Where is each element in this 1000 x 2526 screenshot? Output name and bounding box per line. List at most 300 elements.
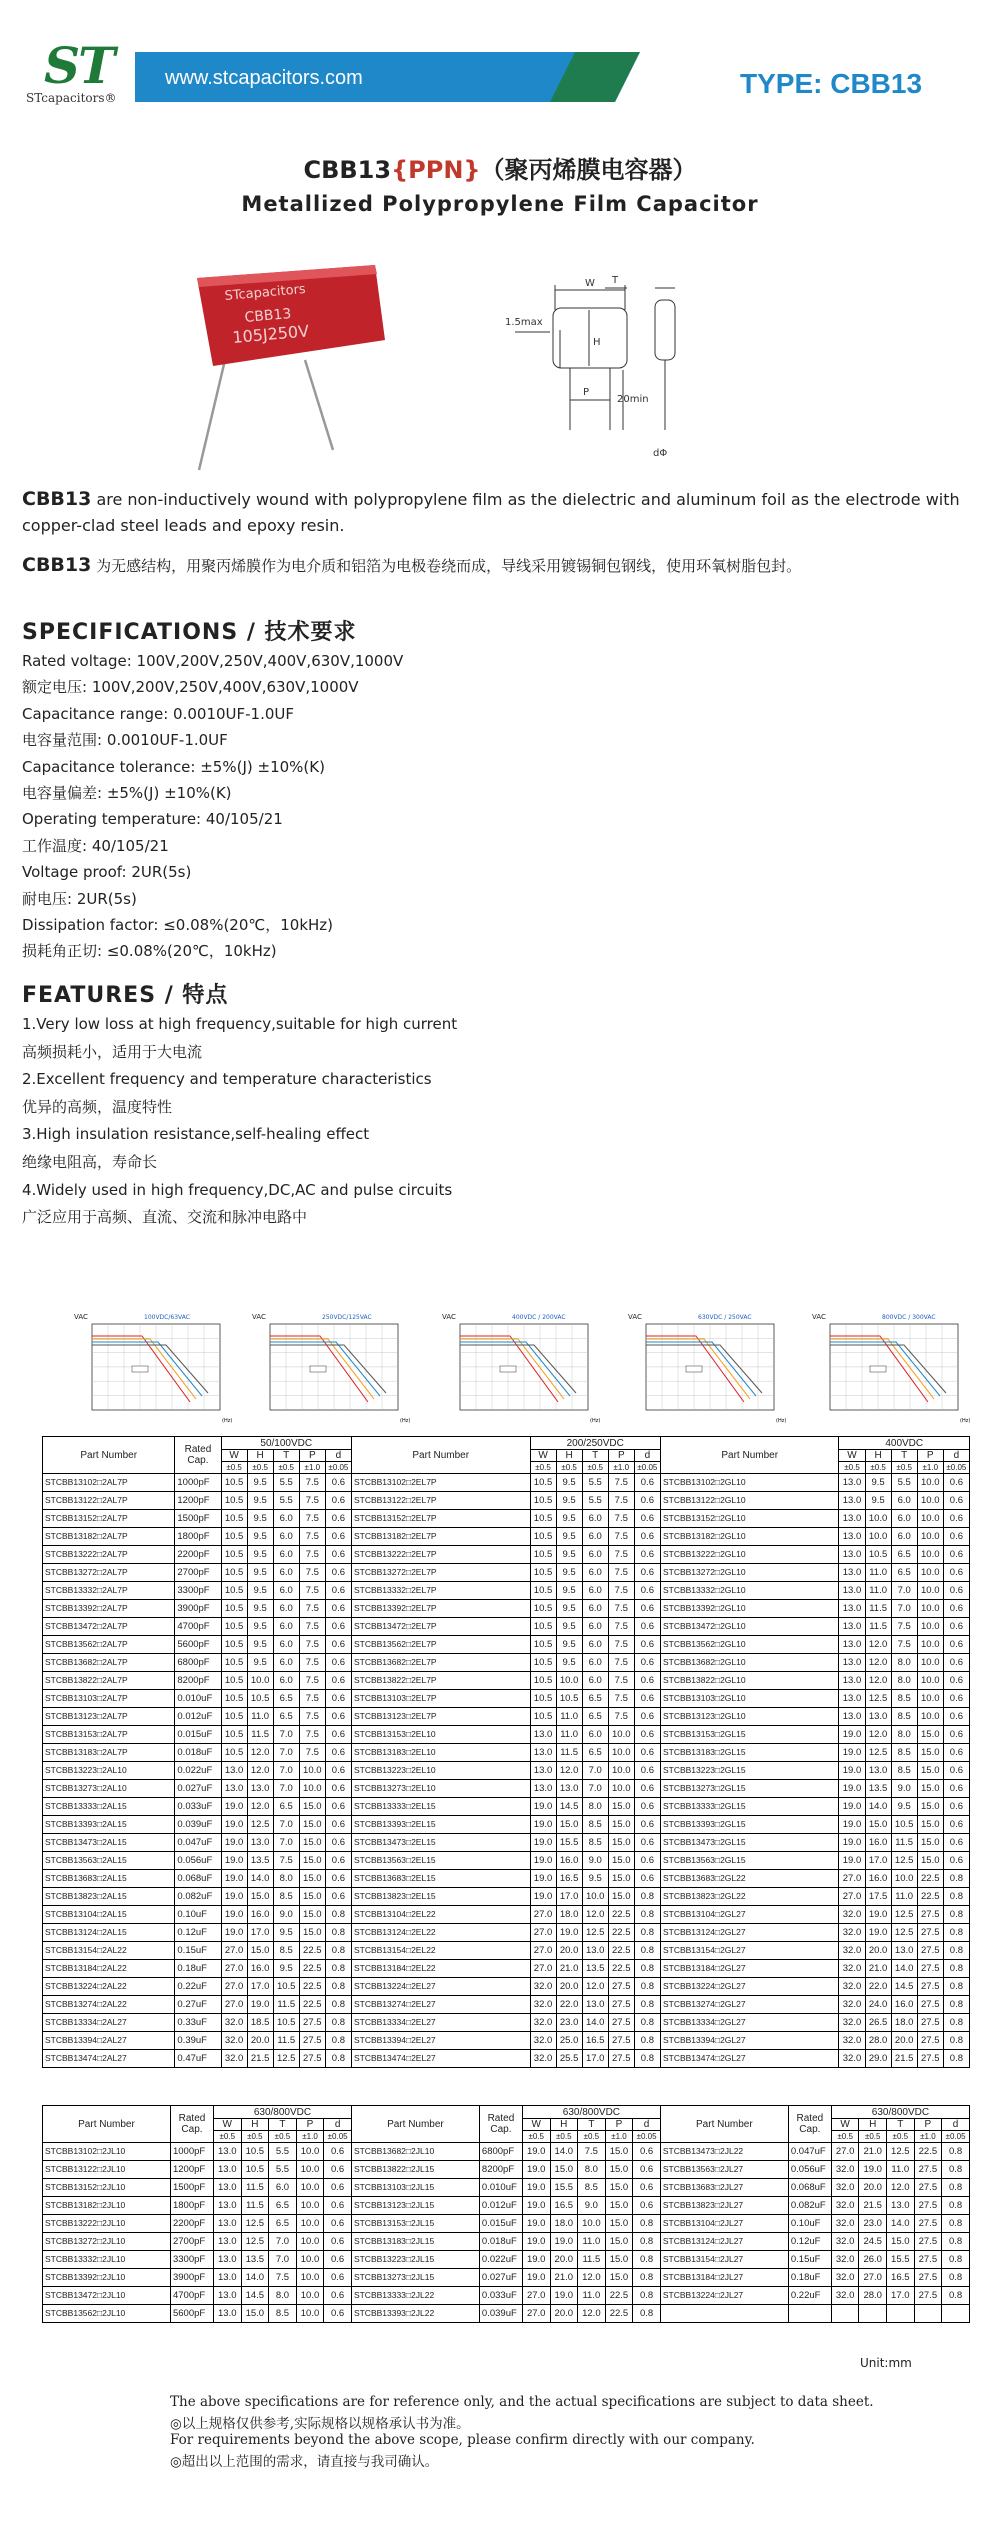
dimension-cell: 10.0 xyxy=(296,2251,324,2269)
table-row xyxy=(43,1564,970,1582)
part-number-cell: STCBB13154□2JL27 xyxy=(660,2251,788,2269)
part-number-cell: STCBB13124□2GL27 xyxy=(660,1924,839,1942)
dimension-cell: 12.0 xyxy=(247,1762,273,1780)
dimension-cell: 27.5 xyxy=(608,1978,634,1996)
dimension-cell: 22.0 xyxy=(556,1996,582,2014)
part-number-cell: STCBB13153□2EL10 xyxy=(351,1726,530,1744)
dim-h: H xyxy=(593,337,601,348)
dimension-cell: 13.0 xyxy=(247,1834,273,1852)
dimension-cell: 15.0 xyxy=(299,1798,325,1816)
dimension-cell: 13.0 xyxy=(213,2233,241,2251)
dimension-cell: 27.5 xyxy=(917,1978,943,1996)
dimension-cell: 12.0 xyxy=(865,1654,891,1672)
table-row xyxy=(43,1870,970,1888)
dimension-cell: 0.8 xyxy=(942,2233,970,2251)
dimension-cell: 12.5 xyxy=(865,1690,891,1708)
dimension-cell: 0.8 xyxy=(633,2287,661,2305)
dimension-cell: 6.0 xyxy=(891,1528,917,1546)
dimension-cell: 12.5 xyxy=(241,2233,269,2251)
col-header-rated-cap: Rated Cap. xyxy=(788,2106,831,2143)
dim-header: T xyxy=(578,2119,606,2131)
dimension-cell: 32.0 xyxy=(839,1942,865,1960)
capacitance-cell: 1000pF xyxy=(170,2143,213,2161)
dimension-cell: 11.5 xyxy=(247,1726,273,1744)
dimension-cell: 11.5 xyxy=(241,2179,269,2197)
tolerance-header: ±0.5 xyxy=(887,2131,915,2143)
dimension-cell: 6.5 xyxy=(269,2215,297,2233)
dimension-cell: 19.0 xyxy=(839,1798,865,1816)
part-number-cell: STCBB13474□2EL27 xyxy=(351,2050,530,2068)
dimension-cell: 6.5 xyxy=(891,1564,917,1582)
part-number-cell: STCBB13104□2AL15 xyxy=(43,1906,175,1924)
dimension-cell: 8.0 xyxy=(273,1870,299,1888)
dimension-cell: 6.0 xyxy=(582,1582,608,1600)
part-number-cell: STCBB13183□2GL15 xyxy=(660,1744,839,1762)
capacitance-cell: 0.015uF xyxy=(479,2215,522,2233)
dimension-cell: 10.5 xyxy=(221,1564,247,1582)
part-number-cell: STCBB13472□2AL7P xyxy=(43,1618,175,1636)
col-header-rated-cap: Rated Cap. xyxy=(175,1437,221,1474)
dimension-cell: 7.5 xyxy=(299,1564,325,1582)
dimension-cell: 19.0 xyxy=(839,1744,865,1762)
table-row xyxy=(43,1798,970,1816)
dimension-cell: 22.5 xyxy=(299,1960,325,1978)
dimension-cell: 0.6 xyxy=(634,1474,660,1492)
dimension-cell: 17.0 xyxy=(556,1888,582,1906)
dimension-cell: 13.5 xyxy=(582,1960,608,1978)
capacitance-cell: 2200pF xyxy=(175,1546,221,1564)
dimension-cell: 0.8 xyxy=(325,1906,351,1924)
capacitance-cell: 0.022uF xyxy=(175,1762,221,1780)
dimension-cell: 10.5 xyxy=(273,2014,299,2032)
tolerance-header: ±0.5 xyxy=(891,1462,917,1474)
dimension-cell: 0.6 xyxy=(943,1528,969,1546)
dimension-cell: 0.8 xyxy=(634,1942,660,1960)
dim-header: W xyxy=(530,1450,556,1462)
dimension-cell: 8.5 xyxy=(273,1888,299,1906)
dimension-cell: 12.0 xyxy=(247,1744,273,1762)
vac-chart xyxy=(626,1310,794,1430)
dimension-cell: 6.0 xyxy=(273,1672,299,1690)
dimension-cell: 12.5 xyxy=(891,1924,917,1942)
dimension-cell: 19.0 xyxy=(221,1870,247,1888)
capacitance-cell: 0.10uF xyxy=(175,1906,221,1924)
dimension-cell: 27.0 xyxy=(530,1942,556,1960)
capacitance-cell: 0.22uF xyxy=(788,2287,831,2305)
part-number-cell: STCBB13272□2AL7P xyxy=(43,1564,175,1582)
part-number-cell: STCBB13472□2EL7P xyxy=(351,1618,530,1636)
dimension-cell: 9.0 xyxy=(582,1852,608,1870)
dimension-cell: 10.5 xyxy=(530,1510,556,1528)
part-number-cell: STCBB13103□2GL10 xyxy=(660,1690,839,1708)
dimension-cell: 16.0 xyxy=(891,1996,917,2014)
dimension-cell: 7.5 xyxy=(299,1726,325,1744)
chart-vac-label: VAC xyxy=(74,1313,88,1321)
dimension-cell: 7.0 xyxy=(582,1780,608,1798)
dimension-cell: 0.6 xyxy=(324,2305,352,2323)
part-number-cell: STCBB13822□2AL7P xyxy=(43,1672,175,1690)
part-number-cell: STCBB13123□2GL10 xyxy=(660,1708,839,1726)
col-header-rated-cap: Rated Cap. xyxy=(479,2106,522,2143)
dimension-cell: 27.5 xyxy=(914,2215,942,2233)
dim-t: T xyxy=(612,275,619,286)
dimension-cell: 0.6 xyxy=(943,1744,969,1762)
dimension-cell: 21.5 xyxy=(891,2050,917,2068)
dimension-cell: 15.0 xyxy=(247,1942,273,1960)
capacitance-cell: 3300pF xyxy=(170,2251,213,2269)
dimension-cell: 22.5 xyxy=(914,2143,942,2161)
dimension-cell: 0.6 xyxy=(325,1798,351,1816)
dimension-cell: 9.5 xyxy=(273,1924,299,1942)
dimension-cell: 19.0 xyxy=(221,1924,247,1942)
part-number-cell: STCBB13223□2GL15 xyxy=(660,1762,839,1780)
dimension-cell: 9.5 xyxy=(556,1492,582,1510)
dimension-cell: 10.5 xyxy=(221,1582,247,1600)
specifications-list xyxy=(22,648,403,965)
capacitance-cell: 0.012uF xyxy=(175,1708,221,1726)
dimension-cell: 12.0 xyxy=(247,1798,273,1816)
dimension-cell: 0.6 xyxy=(325,1726,351,1744)
dimension-cell: 12.5 xyxy=(582,1924,608,1942)
vac-chart xyxy=(440,1310,608,1430)
dimension-cell: 0.6 xyxy=(324,2233,352,2251)
dimension-cell: 0.8 xyxy=(634,1960,660,1978)
table-row xyxy=(43,2215,970,2233)
dim-header: H xyxy=(241,2119,269,2131)
table-row xyxy=(43,1942,970,1960)
dimension-cell: 27.0 xyxy=(839,1870,865,1888)
dimension-cell: 32.0 xyxy=(831,2287,859,2305)
dimension-cell: 0.8 xyxy=(942,2161,970,2179)
part-number-cell: STCBB13273□2JL15 xyxy=(351,2269,479,2287)
part-number-cell: STCBB13102□2EL7P xyxy=(351,1474,530,1492)
dim-header: P xyxy=(914,2119,942,2131)
dimension-cell: 0.6 xyxy=(634,1726,660,1744)
dimension-cell: 5.5 xyxy=(582,1474,608,1492)
table-row xyxy=(43,1726,970,1744)
dim-header: T xyxy=(273,1450,299,1462)
dimension-cell: 7.5 xyxy=(608,1654,634,1672)
capacitance-cell: 3300pF xyxy=(175,1582,221,1600)
dimension-cell: 22.5 xyxy=(608,1942,634,1960)
part-number-cell: STCBB13563□2EL15 xyxy=(351,1852,530,1870)
dimension-cell: 27.0 xyxy=(221,1978,247,1996)
dimension-cell: 0.6 xyxy=(943,1636,969,1654)
dimension-cell: 10.0 xyxy=(296,2287,324,2305)
spec-line: Dissipation factor: ≤0.08%(20℃，10kHz) xyxy=(22,915,334,934)
dim-header: P xyxy=(608,1450,634,1462)
part-number-cell: STCBB13102□2GL10 xyxy=(660,1474,839,1492)
dimension-cell: 0.6 xyxy=(634,1528,660,1546)
dimension-cell: 8.0 xyxy=(269,2287,297,2305)
dimension-cell: 0.6 xyxy=(943,1600,969,1618)
capacitance-cell: 0.047uF xyxy=(788,2143,831,2161)
dimension-cell: 5.5 xyxy=(273,1492,299,1510)
dimension-cell: 19.0 xyxy=(221,1834,247,1852)
dimension-cell: 15.0 xyxy=(605,2269,633,2287)
dimension-cell: 0.6 xyxy=(325,1834,351,1852)
part-number-cell: STCBB13184□2GL27 xyxy=(660,1960,839,1978)
dimension-cell: 15.0 xyxy=(299,1924,325,1942)
dimension-cell: 9.5 xyxy=(556,1546,582,1564)
dimension-cell: 13.0 xyxy=(891,1942,917,1960)
part-number-cell: STCBB13822□2EL7P xyxy=(351,1672,530,1690)
dimension-cell: 6.5 xyxy=(273,1690,299,1708)
dimension-cell: 13.0 xyxy=(213,2179,241,2197)
dimension-cell: 0.6 xyxy=(634,1546,660,1564)
part-number-cell: STCBB13122□2GL10 xyxy=(660,1492,839,1510)
dimension-cell: 19.0 xyxy=(522,2179,550,2197)
part-number-cell: STCBB13154□2EL22 xyxy=(351,1942,530,1960)
dimension-cell: 17.0 xyxy=(582,2050,608,2068)
dimension-cell: 7.5 xyxy=(608,1510,634,1528)
dimension-cell: 0.6 xyxy=(325,1708,351,1726)
dimension-cell: 0.8 xyxy=(325,2032,351,2050)
dim-min: 20min xyxy=(617,394,649,405)
dimension-cell: 7.0 xyxy=(273,1762,299,1780)
capacitance-cell: 1200pF xyxy=(170,2161,213,2179)
dimension-cell: 21.0 xyxy=(550,2269,578,2287)
dimension-cell: 10.5 xyxy=(221,1672,247,1690)
dimension-cell: 16.5 xyxy=(556,1870,582,1888)
dimension-cell: 27.5 xyxy=(914,2179,942,2197)
dimension-cell: 12.0 xyxy=(578,2269,606,2287)
dimension-cell: 7.5 xyxy=(578,2143,606,2161)
table-row xyxy=(43,1672,970,1690)
dimension-cell: 10.0 xyxy=(891,1870,917,1888)
dimension-cell: 17.0 xyxy=(247,1978,273,1996)
dimension-cell: 11.0 xyxy=(556,1708,582,1726)
dimension-cell: 15.0 xyxy=(605,2251,633,2269)
part-number-cell: STCBB13334□2AL27 xyxy=(43,2014,175,2032)
capacitance-cell: 1000pF xyxy=(175,1474,221,1492)
logo-subtitle: STcapacitors® xyxy=(26,91,117,105)
part-number-cell: STCBB13393□2EL15 xyxy=(351,1816,530,1834)
part-number-cell: STCBB13122□2EL7P xyxy=(351,1492,530,1510)
website-url[interactable]: www.stcapacitors.com xyxy=(165,67,363,89)
dimension-cell: 16.5 xyxy=(582,2032,608,2050)
dimension-cell: 9.5 xyxy=(247,1564,273,1582)
dimension-cell: 19.0 xyxy=(839,1834,865,1852)
capacitance-cell: 5600pF xyxy=(175,1636,221,1654)
part-number-cell: STCBB13823□2GL22 xyxy=(660,1888,839,1906)
dimension-cell: 13.0 xyxy=(221,1762,247,1780)
dimension-cell: 7.5 xyxy=(299,1492,325,1510)
dim-header: H xyxy=(865,1450,891,1462)
part-number-cell: STCBB13823□2JL27 xyxy=(660,2197,788,2215)
dimension-cell: 19.0 xyxy=(221,1888,247,1906)
dimension-cell: 24.0 xyxy=(865,1996,891,2014)
part-number-cell: STCBB13272□2EL7P xyxy=(351,1564,530,1582)
chart-tag xyxy=(686,1366,702,1372)
dimension-cell: 10.0 xyxy=(917,1492,943,1510)
dimension-cell: 6.0 xyxy=(273,1636,299,1654)
dimension-cell: 6.0 xyxy=(891,1510,917,1528)
part-number-cell: STCBB13103□2AL7P xyxy=(43,1690,175,1708)
dimension-cell: 0.8 xyxy=(942,2197,970,2215)
dimension-cell: 7.5 xyxy=(608,1564,634,1582)
dimension-cell: 0.6 xyxy=(634,1654,660,1672)
capacitance-cell: 0.056uF xyxy=(788,2161,831,2179)
dimension-cell: 0.8 xyxy=(634,1996,660,2014)
part-number-cell: STCBB13334□2EL27 xyxy=(351,2014,530,2032)
spec-line: Voltage proof: 2UR(5s) xyxy=(22,863,192,882)
dimension-cell: 0.6 xyxy=(324,2179,352,2197)
feature-line: 1.Very low loss at high frequency,suitable for high current xyxy=(22,1015,458,1033)
dimension-cell: 0.8 xyxy=(325,1996,351,2014)
dimension-cell: 18.0 xyxy=(550,2215,578,2233)
dimension-cell: 8.5 xyxy=(891,1762,917,1780)
dimension-cell: 13.0 xyxy=(213,2197,241,2215)
dimension-cell: 0.6 xyxy=(325,1582,351,1600)
dimension-cell: 0.8 xyxy=(633,2305,661,2323)
dimension-cell: 0.6 xyxy=(943,1834,969,1852)
dimension-cell: 6.0 xyxy=(582,1654,608,1672)
dimension-cell: 16.0 xyxy=(865,1870,891,1888)
dimension-cell: 8.5 xyxy=(891,1744,917,1762)
dimension-cell: 32.0 xyxy=(530,1978,556,1996)
dimension-cell: 20.0 xyxy=(550,2251,578,2269)
capacitance-cell: 0.10uF xyxy=(788,2215,831,2233)
chart-vac-label: VAC xyxy=(628,1313,642,1321)
dimension-cell: 9.5 xyxy=(247,1636,273,1654)
spec-table-2 xyxy=(42,2105,970,2323)
capacitance-cell: 0.015uF xyxy=(175,1726,221,1744)
dimension-cell: 10.5 xyxy=(221,1690,247,1708)
dimension-cell: 19.0 xyxy=(865,1924,891,1942)
dimension-cell: 22.5 xyxy=(608,1906,634,1924)
dimension-cell: 0.6 xyxy=(943,1762,969,1780)
dimension-cell: 0.8 xyxy=(633,2215,661,2233)
table-row xyxy=(43,1834,970,1852)
dimension-cell: 9.5 xyxy=(891,1798,917,1816)
capacitance-cell: 0.039uF xyxy=(479,2305,522,2323)
dimension-cell: 7.5 xyxy=(299,1618,325,1636)
capacitance-cell: 0.12uF xyxy=(788,2233,831,2251)
dimension-cell: 13.0 xyxy=(839,1672,865,1690)
dimension-cell: 0.6 xyxy=(634,1690,660,1708)
dimension-cell: 5.5 xyxy=(891,1474,917,1492)
dimension-cell: 10.0 xyxy=(556,1672,582,1690)
dimension-cell: 12.0 xyxy=(865,1636,891,1654)
dimension-cell: 27.5 xyxy=(608,2050,634,2068)
capacitance-cell: 4700pF xyxy=(170,2287,213,2305)
dimension-cell: 15.0 xyxy=(608,1870,634,1888)
dimension-cell: 32.0 xyxy=(831,2161,859,2179)
photo-model: CBB13 xyxy=(243,305,292,326)
dimension-cell: 15.0 xyxy=(605,2215,633,2233)
dimension-cell: 19.0 xyxy=(522,2161,550,2179)
dimension-cell: 18.0 xyxy=(891,2014,917,2032)
dimension-cell: 7.5 xyxy=(299,1474,325,1492)
dimension-cell: 27.5 xyxy=(917,1960,943,1978)
capacitance-cell: 0.082uF xyxy=(788,2197,831,2215)
dimension-cell: 0.8 xyxy=(942,2143,970,2161)
dimension-cell: 0.6 xyxy=(325,1780,351,1798)
dimension-cell: 16.5 xyxy=(887,2269,915,2287)
dimension-cell: 10.5 xyxy=(241,2161,269,2179)
dimension-cell: 13.0 xyxy=(839,1618,865,1636)
dimension-cell: 0.6 xyxy=(943,1546,969,1564)
dimension-cell: 19.0 xyxy=(839,1852,865,1870)
part-number-cell: STCBB13563□2GL15 xyxy=(660,1852,839,1870)
dimension-cell: 27.5 xyxy=(914,2161,942,2179)
dimension-cell: 19.0 xyxy=(221,1906,247,1924)
dimension-cell: 10.0 xyxy=(917,1582,943,1600)
dimension-cell: 13.0 xyxy=(556,1780,582,1798)
specifications-heading: SPECIFICATIONS / 技术要求 xyxy=(22,620,357,645)
dimension-cell: 20.0 xyxy=(556,1942,582,1960)
dimension-cell: 0.8 xyxy=(942,2179,970,2197)
capacitance-cell: 0.018uF xyxy=(175,1744,221,1762)
chart-vac-label: VAC xyxy=(812,1313,826,1321)
dimension-cell: 9.5 xyxy=(247,1618,273,1636)
table-row xyxy=(43,2050,970,2068)
dimension-cell: 12.5 xyxy=(273,2050,299,2068)
dimension-cell: 32.0 xyxy=(221,2032,247,2050)
part-number-cell: STCBB13563□2AL15 xyxy=(43,1852,175,1870)
dimension-cell: 20.0 xyxy=(865,1942,891,1960)
capacitance-cell: 0.39uF xyxy=(175,2032,221,2050)
dimension-cell: 7.5 xyxy=(299,1672,325,1690)
dimension-cell: 9.5 xyxy=(556,1654,582,1672)
dimension-cell: 0.6 xyxy=(943,1582,969,1600)
part-number-cell: STCBB13334□2GL27 xyxy=(660,2014,839,2032)
part-number-cell: STCBB13123□2AL7P xyxy=(43,1708,175,1726)
capacitance-cell: 8200pF xyxy=(479,2161,522,2179)
dimension-cell: 13.0 xyxy=(582,1942,608,1960)
dimension-cell: 0.6 xyxy=(634,1600,660,1618)
chart-unit: (Hz) xyxy=(400,1418,411,1424)
dimension-cell: 28.0 xyxy=(865,2032,891,2050)
dimension-cell: 27.5 xyxy=(917,2032,943,2050)
dimension-cell: 0.8 xyxy=(943,1888,969,1906)
dimension-cell: 0.6 xyxy=(324,2287,352,2305)
photo-brand: STcapacitors xyxy=(224,281,307,304)
chart-unit: (Hz) xyxy=(590,1418,601,1424)
dimension-cell: 27.5 xyxy=(914,2251,942,2269)
part-number-cell: STCBB13122□2AL7P xyxy=(43,1492,175,1510)
dimension-cell: 27.0 xyxy=(839,1888,865,1906)
table-row xyxy=(43,1690,970,1708)
part-number-cell: STCBB13392□2GL10 xyxy=(660,1600,839,1618)
dimension-cell: 10.0 xyxy=(917,1546,943,1564)
part-number-cell: STCBB13223□2AL10 xyxy=(43,1762,175,1780)
dimension-cell: 11.0 xyxy=(865,1564,891,1582)
dimension-cell: 13.0 xyxy=(887,2197,915,2215)
dim-header: W xyxy=(221,1450,247,1462)
dimension-cell: 27.5 xyxy=(299,2014,325,2032)
chart-unit: (Hz) xyxy=(222,1418,233,1424)
dimension-cell: 14.0 xyxy=(582,2014,608,2032)
intro-chinese: CBB13 为无感结构，用聚丙烯膜作为电介质和铝箔为电极卷绕而成，导线采用镀锡铜包钢线，使用环氧树脂包封。 xyxy=(22,554,802,576)
dimension-cell: 15.0 xyxy=(241,2305,269,2323)
dimension-cell: 0.6 xyxy=(634,1672,660,1690)
dimension-cell: 22.5 xyxy=(299,1978,325,1996)
dimension-cell: 10.0 xyxy=(296,2161,324,2179)
dimension-cell: 15.0 xyxy=(917,1816,943,1834)
spec-line: Operating temperature: 40/105/21 xyxy=(22,810,283,829)
dimension-cell: 19.0 xyxy=(530,1852,556,1870)
capacitance-cell: 0.18uF xyxy=(175,1960,221,1978)
dimension-cell: 0.6 xyxy=(325,1636,351,1654)
dimension-cell: 19.0 xyxy=(221,1852,247,1870)
voltage-group-header: 400VDC xyxy=(839,1437,970,1450)
table-row xyxy=(43,1780,970,1798)
table-row xyxy=(43,2197,970,2215)
dimension-cell: 27.5 xyxy=(299,2032,325,2050)
tolerance-header: ±0.5 xyxy=(831,2131,859,2143)
